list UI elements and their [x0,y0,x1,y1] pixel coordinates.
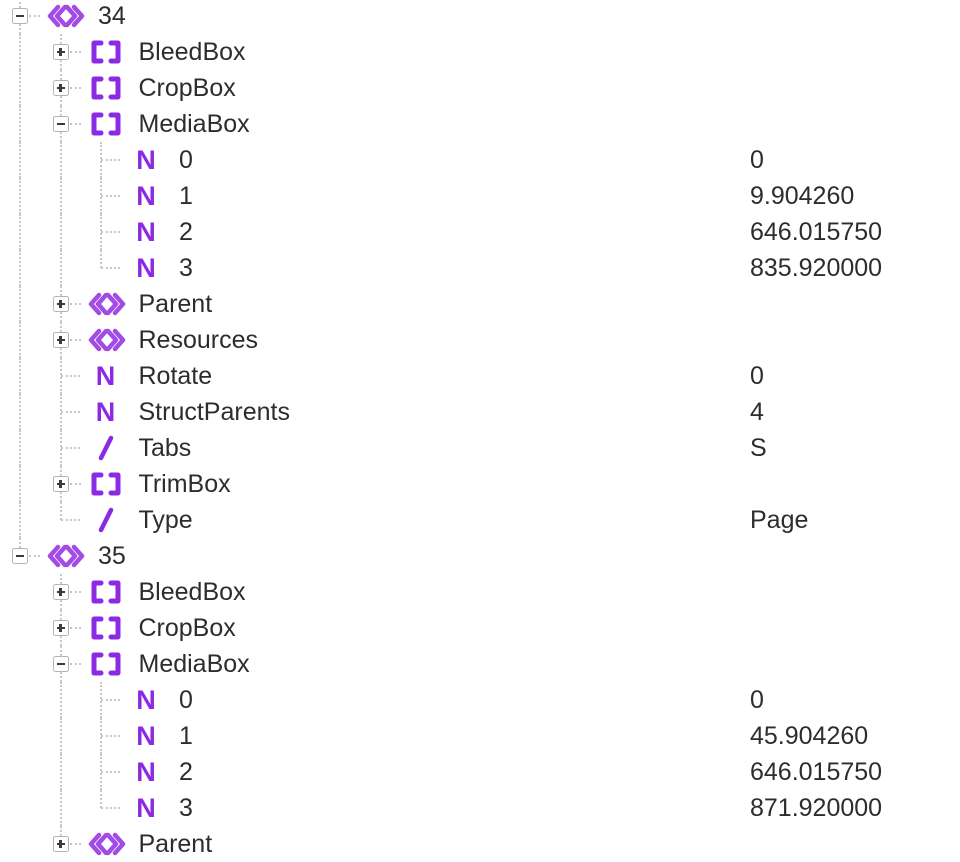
tree-guide-line [100,790,102,808]
tree-guide-line [19,0,21,8]
letter-n-icon: N [136,145,156,175]
tree-guide-line [70,483,81,485]
tree-guide-line [60,312,62,322]
square-brackets-icon [84,466,128,502]
tree-guide-line [19,286,21,322]
letter-n-icon: N [136,253,156,283]
square-brackets-icon [84,574,128,610]
letter-n-icon: N [95,397,116,427]
node-label: MediaBox [138,650,250,678]
node-label: CropBox [138,614,236,642]
tree-guide-line [60,610,62,620]
expand-toggle[interactable] [53,80,69,96]
tree-guide-line [100,250,102,268]
node-value: 646.015750 [750,218,883,246]
tree-row[interactable] [0,754,960,790]
tree-row[interactable] [0,502,960,538]
node-label: BleedBox [138,38,246,66]
tree-row[interactable] [0,574,960,610]
tree-guide-line [101,267,120,269]
tree-guide-line [60,34,62,44]
letter-n-icon: N [136,793,156,823]
node-value: 835.920000 [750,254,883,282]
tree-guide-line [101,231,120,233]
node-value: 646.015750 [750,758,883,786]
tree-guide-line [19,250,21,286]
tree-guide-line [60,600,62,610]
tree-guide-line [70,591,81,593]
tree-guide-line [60,790,62,826]
tree-row[interactable] [0,646,960,682]
tree-guide-line [60,646,62,656]
toggle-plus-bar [59,336,62,344]
tree-guide-line [101,807,120,809]
tree-guide-line [70,303,81,305]
node-value: 0 [750,146,764,174]
tree-guide-line [29,15,40,17]
letter-n-icon: N [136,757,156,787]
node-label: 2 [179,758,193,786]
letter-n-icon: N [136,217,156,247]
tree-guide-line [70,123,81,125]
node-label: Type [138,506,193,534]
tree-guide-line [60,672,62,682]
toggle-plus-bar [59,480,62,488]
tree-row[interactable] [0,466,960,502]
tree-guide-line [19,394,21,430]
toggle-plus-bar [59,48,62,56]
tree-guide-line [60,718,62,754]
double-guillemet-icon [84,826,128,862]
tree-guide-line [61,375,80,377]
tree-guide-line [60,682,62,718]
tree-guide-line [70,663,81,665]
tree-guide-line [101,699,120,701]
tree-guide-line [70,843,81,845]
node-value: Page [750,506,809,534]
toggle-minus-bar [57,663,65,666]
node-value: 0 [750,686,764,714]
tree-row[interactable] [0,106,960,142]
node-label: Tabs [138,434,192,462]
double-guillemet-icon [84,286,128,322]
toggle-plus-bar [59,624,62,632]
tree-guide-line [70,51,81,53]
tree-guide-line [60,60,62,70]
node-label: Parent [138,830,213,858]
slash-icon [84,502,128,538]
node-label: CropBox [138,74,236,102]
tree-guide-line [19,214,21,250]
tree-guide-line [19,34,21,70]
tree-row[interactable] [0,682,960,718]
toggle-minus-bar [57,123,65,126]
tree-row[interactable] [0,790,960,826]
tree-guide-line [19,322,21,358]
letter-n-icon: N [95,361,116,391]
tree-guide-line [19,70,21,106]
expand-toggle[interactable] [53,296,69,312]
tree-row[interactable] [0,178,960,214]
tree-row[interactable] [0,214,960,250]
node-label: Resources [138,326,258,354]
node-label: Rotate [138,362,213,390]
tree-guide-line [60,574,62,584]
node-value: 9.904260 [750,182,855,210]
tree-guide-line [101,771,120,773]
tree-guide-line [60,286,62,296]
tree-row[interactable] [0,610,960,646]
tree-guide-line [29,555,40,557]
square-brackets-icon [84,610,128,646]
tree-row[interactable] [0,34,960,70]
tree-guide-line [60,132,62,142]
node-label: 34 [98,2,126,30]
toggle-plus-bar [59,300,62,308]
tree-guide-line [60,502,62,520]
expand-toggle[interactable] [53,332,69,348]
tree-row[interactable] [0,0,960,34]
node-value: 45.904260 [750,722,869,750]
toggle-plus-bar [59,84,62,92]
tree-row[interactable] [0,70,960,106]
node-label: 0 [179,686,193,714]
tree-guide-line [70,87,81,89]
tree-guide-line [60,96,62,106]
square-brackets-icon [84,106,128,142]
node-value: 4 [750,398,764,426]
tree-guide-line [19,24,21,34]
double-guillemet-icon [84,322,128,358]
node-label: TrimBox [138,470,231,498]
letter-n-icon: N [136,685,156,715]
tree-guide-line [19,106,21,142]
expand-toggle[interactable] [53,476,69,492]
square-brackets-icon [84,70,128,106]
tree-guide-line [19,502,21,538]
node-label: 35 [98,542,126,570]
tree-row[interactable] [0,250,960,286]
slash-icon [84,430,128,466]
node-value: 871.920000 [750,794,883,822]
tree-guide-line [60,348,62,358]
tree-guide-line [60,322,62,332]
double-guillemet-icon [43,0,87,34]
double-guillemet-icon [43,538,87,574]
tree-guide-line [19,358,21,394]
tree-guide-line [19,178,21,214]
tree-guide-line [60,178,62,214]
tree-guide-line [19,466,21,502]
square-brackets-icon [84,34,128,70]
collapse-toggle[interactable] [53,116,69,132]
tree-row[interactable] [0,430,960,466]
node-label: 0 [179,146,193,174]
tree-row[interactable] [0,538,960,574]
collapse-toggle[interactable] [12,548,28,564]
tree-guide-line [101,159,120,161]
tree-guide-line [60,826,62,836]
node-value: 0 [750,362,764,390]
node-label: Parent [138,290,213,318]
tree-guide-line [70,339,81,341]
toggle-minus-bar [16,555,24,558]
tree-guide-line [61,447,80,449]
letter-n-icon: N [136,181,156,211]
collapse-toggle[interactable] [53,656,69,672]
tree-guide-line [61,519,80,521]
expand-toggle[interactable] [53,584,69,600]
tree-guide-line [70,627,81,629]
tree-guide-line [19,142,21,178]
tree-guide-line [60,754,62,790]
tree-row[interactable] [0,826,960,862]
tree-row[interactable] [0,718,960,754]
node-label: 3 [179,254,193,282]
tree-guide-line [60,250,62,286]
letter-n-icon: N [136,721,156,751]
node-value: S [750,434,767,462]
tree-guide-line [61,411,80,413]
tree-row[interactable] [0,358,960,394]
node-label: 1 [179,722,193,750]
tree-guide-line [19,430,21,466]
tree-guide-line [60,70,62,80]
collapse-toggle[interactable] [12,8,28,24]
tree-guide-line [60,466,62,476]
expand-toggle[interactable] [53,836,69,852]
node-label: 2 [179,218,193,246]
toggle-plus-bar [59,588,62,596]
tree-guide-line [19,538,21,548]
toggle-minus-bar [16,15,24,18]
node-label: BleedBox [138,578,246,606]
tree-row[interactable] [0,286,960,322]
tree-guide-line [60,492,62,502]
tree-guide-line [60,142,62,178]
square-brackets-icon [84,646,128,682]
expand-toggle[interactable] [53,44,69,60]
node-label: 3 [179,794,193,822]
tree-row[interactable] [0,322,960,358]
tree-row[interactable] [0,142,960,178]
node-label: 1 [179,182,193,210]
tree-guide-line [60,214,62,250]
tree-guide-line [101,735,120,737]
tree-guide-line [60,636,62,646]
node-label: StructParents [138,398,290,426]
tree-guide-line [60,106,62,116]
toggle-plus-bar [59,840,62,848]
expand-toggle[interactable] [53,620,69,636]
tree-guide-line [101,195,120,197]
node-label: MediaBox [138,110,250,138]
tree-row[interactable] [0,394,960,430]
